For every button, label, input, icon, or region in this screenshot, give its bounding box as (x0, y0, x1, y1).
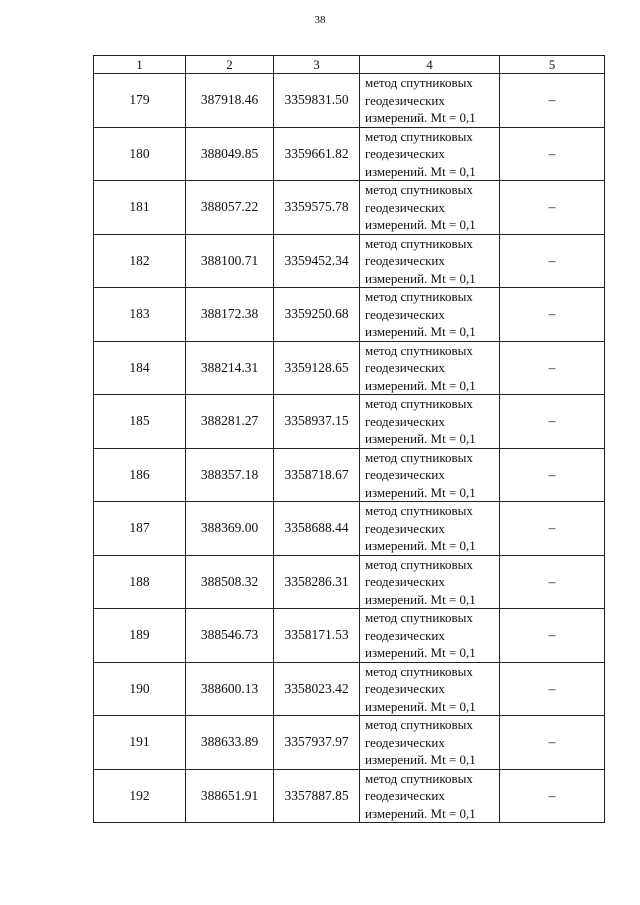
x-coordinate-cell: 388633.89 (186, 716, 274, 770)
method-line: метод спутниковых (365, 289, 473, 304)
y-coordinate-cell: 3359661.82 (274, 127, 360, 181)
point-number-cell: 187 (94, 502, 186, 556)
x-coordinate-cell: 388057.22 (186, 181, 274, 235)
method-line: метод спутниковых (365, 128, 473, 144)
note-cell: – (500, 127, 605, 181)
method-line: метод спутниковых (365, 663, 473, 679)
column-header: 1 (94, 56, 186, 74)
x-coordinate-cell: 388214.31 (186, 341, 274, 395)
method-cell (360, 74, 500, 128)
y-coordinate-cell: 3357937.97 (274, 716, 360, 770)
y-coordinate-cell: 3359452.34 (274, 234, 360, 288)
method-line: геодезических (365, 734, 445, 750)
method-cell (360, 609, 500, 663)
point-number-cell: 188 (94, 555, 186, 609)
method-cell (360, 341, 500, 395)
x-coordinate-cell: 388651.91 (186, 769, 274, 823)
method-cell (360, 769, 500, 823)
method-line: геодезических (365, 413, 445, 429)
y-coordinate-cell: 3359250.68 (274, 288, 360, 342)
method-cell (360, 395, 500, 449)
note-cell: – (500, 609, 605, 663)
method-cell (360, 716, 500, 770)
note-cell: – (500, 234, 605, 288)
method-line: геодезических (365, 467, 445, 482)
method-line: измерений. Mt = 0,1 (365, 645, 476, 660)
table-row (94, 127, 605, 181)
note-cell: – (500, 502, 605, 556)
method-line: метод спутниковых (365, 449, 473, 465)
table-row (94, 395, 605, 449)
method-line: измерений. Mt = 0,1 (365, 270, 476, 286)
method-line: метод спутниковых (365, 235, 473, 251)
y-coordinate-cell: 3358718.67 (274, 448, 360, 502)
x-coordinate-cell: 388369.00 (186, 502, 274, 556)
method-cell (360, 662, 500, 716)
method-line: метод спутниковых (365, 503, 473, 518)
table-row (94, 609, 605, 663)
method-line: измерений. Mt = 0,1 (365, 163, 476, 179)
method-line: метод спутниковых (365, 182, 473, 197)
column-header: 5 (500, 56, 605, 74)
method-line: измерений. Mt = 0,1 (365, 538, 476, 553)
method-cell (360, 502, 500, 556)
y-coordinate-cell: 3358688.44 (274, 502, 360, 556)
note-cell: – (500, 395, 605, 449)
method-line: измерений. Mt = 0,1 (365, 324, 476, 339)
point-number-cell: 189 (94, 609, 186, 663)
method-line: измерений. Mt = 0,1 (365, 805, 476, 821)
x-coordinate-cell: 388357.18 (186, 448, 274, 502)
table-row (94, 502, 605, 556)
point-number-cell: 182 (94, 234, 186, 288)
point-number-cell: 179 (94, 74, 186, 128)
y-coordinate-cell: 3359831.50 (274, 74, 360, 128)
method-line: метод спутниковых (365, 396, 473, 411)
y-coordinate-cell: 3357887.85 (274, 769, 360, 823)
table-row (94, 448, 605, 502)
method-line: измерений. Mt = 0,1 (365, 217, 476, 232)
point-number-cell: 181 (94, 181, 186, 235)
x-coordinate-cell: 388546.73 (186, 609, 274, 663)
method-line: геодезических (365, 360, 445, 375)
table-row (94, 555, 605, 609)
y-coordinate-cell: 3359128.65 (274, 341, 360, 395)
x-coordinate-cell: 388508.32 (186, 555, 274, 609)
point-number-cell: 192 (94, 769, 186, 823)
note-cell: – (500, 181, 605, 235)
table-header (94, 56, 605, 74)
method-line: геодезических (365, 520, 445, 536)
method-line: измерений. Mt = 0,1 (365, 484, 476, 500)
x-coordinate-cell: 388100.71 (186, 234, 274, 288)
column-header: 3 (274, 56, 360, 74)
point-number-cell: 191 (94, 716, 186, 770)
y-coordinate-cell: 3359575.78 (274, 181, 360, 235)
method-cell (360, 288, 500, 342)
page-number: 38 (314, 14, 326, 26)
table-row (94, 716, 605, 770)
y-coordinate-cell: 3358023.42 (274, 662, 360, 716)
point-number-cell: 190 (94, 662, 186, 716)
note-cell: – (500, 288, 605, 342)
method-line: метод спутниковых (365, 342, 473, 358)
table-row (94, 341, 605, 395)
method-line: геодезических (365, 306, 445, 322)
x-coordinate-cell: 388049.85 (186, 127, 274, 181)
note-cell: – (500, 341, 605, 395)
method-line: метод спутниковых (365, 770, 473, 786)
method-line: измерений. Mt = 0,1 (365, 110, 476, 125)
x-coordinate-cell: 388281.27 (186, 395, 274, 449)
method-line: метод спутниковых (365, 556, 473, 572)
y-coordinate-cell: 3358171.53 (274, 609, 360, 663)
method-line: метод спутниковых (365, 610, 473, 625)
method-line: метод спутниковых (365, 717, 473, 732)
method-line: измерений. Mt = 0,1 (365, 431, 476, 446)
method-line: метод спутниковых (365, 75, 473, 90)
method-line: геодезических (365, 788, 445, 803)
method-cell (360, 234, 500, 288)
x-coordinate-cell: 388172.38 (186, 288, 274, 342)
table-row (94, 74, 605, 128)
method-cell (360, 181, 500, 235)
method-line: измерений. Mt = 0,1 (365, 377, 476, 393)
table-row (94, 181, 605, 235)
method-cell (360, 127, 500, 181)
method-line: геодезических (365, 92, 445, 108)
method-line: геодезических (365, 574, 445, 589)
note-cell: – (500, 74, 605, 128)
x-coordinate-cell: 388600.13 (186, 662, 274, 716)
note-cell: – (500, 448, 605, 502)
note-cell: – (500, 555, 605, 609)
method-cell (360, 555, 500, 609)
method-line: геодезических (365, 253, 445, 268)
coordinates-table (93, 55, 605, 823)
point-number-cell: 180 (94, 127, 186, 181)
method-line: измерений. Mt = 0,1 (365, 591, 476, 607)
method-line: геодезических (365, 146, 445, 161)
column-header: 2 (186, 56, 274, 74)
table-row (94, 662, 605, 716)
method-cell (360, 448, 500, 502)
table-body (94, 74, 605, 823)
x-coordinate-cell: 387918.46 (186, 74, 274, 128)
point-number-cell: 185 (94, 395, 186, 449)
y-coordinate-cell: 3358937.15 (274, 395, 360, 449)
note-cell: – (500, 662, 605, 716)
note-cell: – (500, 716, 605, 770)
method-line: измерений. Mt = 0,1 (365, 752, 476, 767)
method-line: геодезических (365, 199, 445, 215)
table-row (94, 288, 605, 342)
point-number-cell: 186 (94, 448, 186, 502)
table-row (94, 234, 605, 288)
table-row (94, 769, 605, 823)
note-cell: – (500, 769, 605, 823)
method-line: геодезических (365, 681, 445, 696)
point-number-cell: 184 (94, 341, 186, 395)
point-number-cell: 183 (94, 288, 186, 342)
column-header: 4 (360, 56, 500, 74)
header-row (94, 56, 605, 74)
method-line: измерений. Mt = 0,1 (365, 698, 476, 714)
method-line: геодезических (365, 627, 445, 643)
y-coordinate-cell: 3358286.31 (274, 555, 360, 609)
